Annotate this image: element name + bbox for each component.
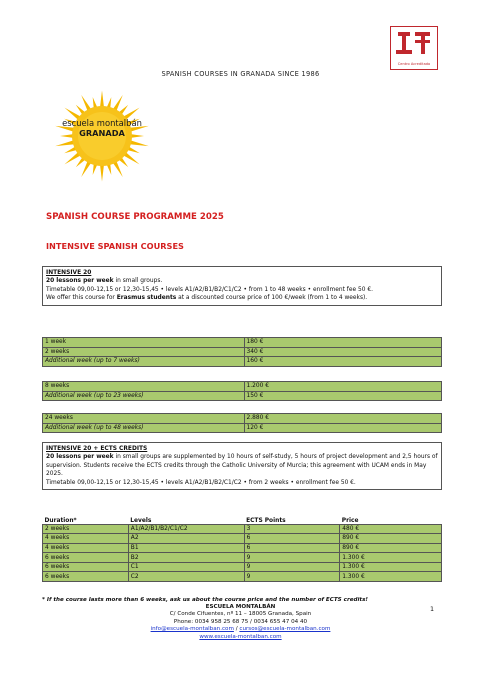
col-ects-points: ECTS Points (244, 514, 340, 524)
levels-cell: A1/A2/B1/B2/C1/C2 (128, 524, 244, 534)
ects-table (42, 514, 442, 582)
price-table-group1 (42, 337, 442, 367)
ects-points-cell: 3 (244, 524, 340, 534)
duration-cell: 2 weeks (43, 347, 245, 357)
duration-cell: 8 weeks (43, 382, 245, 392)
ects-row (43, 572, 442, 582)
price-row (43, 414, 442, 424)
levels-cell: B2 (128, 553, 244, 563)
cervantes-mark-icon (391, 27, 437, 61)
ects-footnote: * If the course lasts more than 6 weeks, ask us about the course price and the number of ECTS credits! (42, 597, 368, 603)
ects-lead: 20 lessons per week in small groups are supplemented by 10 hours of self-study, 5 hours of project development and 2,5 hours of supervision. Students receive the ECTS credits through the Catholic University of Murcia; this agreement with UCAM ends in May 2025. (46, 454, 438, 478)
price-cell: 2.880 € (244, 414, 442, 424)
ects-timetable: Timetable 09,00-12,15 or 12,30-15,45 • levels A1/A2/B1/B2/C1/C2 • from 2 weeks • enrollment fee 50 €. (46, 479, 356, 486)
price-cell: 480 € (340, 524, 442, 534)
footer-address: C/ Conde Cifuentes, nº 11 – 18005 Granada, Spain (169, 611, 312, 618)
ects-row (43, 562, 442, 572)
price-cell: 120 € (244, 423, 442, 433)
intensive20-title: INTENSIVE 20 (46, 270, 92, 276)
footer-school: ESCUELA MONTALBÁN (205, 604, 276, 610)
intensive20-timetable: Timetable 09,00-12,15 or 12,30-15,45 • levels A1/A2/B1/B2/C1/C2 • from 1 to 48 weeks • enrollment fee 50 €. (46, 286, 373, 293)
logo-line1: escuela montalbán (62, 118, 142, 128)
intensive20-erasmus: We offer this course for Erasmus students at a discounted course price of 100 €/week (from 1 to 4 weeks). (46, 295, 368, 302)
col-price: Price (340, 514, 442, 524)
price-cell: 1.200 € (244, 382, 442, 392)
price-row (43, 382, 442, 392)
levels-cell: C2 (128, 572, 244, 582)
duration-cell: 6 weeks (43, 553, 129, 563)
duration-cell: 4 weeks (43, 543, 129, 553)
footer-phone: Phone: 0034 958 25 68 75 / 0034 655 47 04 40 (173, 618, 308, 625)
ects-description (42, 442, 442, 490)
duration-cell: Additional week (up to 7 weeks) (43, 357, 245, 367)
duration-cell: 6 weeks (43, 572, 129, 582)
col-duration: Duration* (43, 514, 129, 524)
price-row (43, 423, 442, 433)
duration-cell: 6 weeks (43, 562, 129, 572)
cervantes-accreditation-logo (390, 26, 438, 70)
ects-row (43, 543, 442, 553)
price-row (43, 347, 442, 357)
email-cursos-link[interactable]: cursos@escuela-montalban.com (239, 626, 331, 633)
price-cell: 340 € (244, 347, 441, 357)
price-table-group3 (42, 413, 442, 433)
price-cell: 1.300 € (340, 572, 442, 582)
intensive20-description (42, 266, 442, 306)
price-cell: 890 € (340, 543, 442, 553)
duration-cell: 1 week (43, 338, 245, 348)
duration-cell: 2 weeks (43, 524, 129, 534)
ects-points-cell: 9 (244, 562, 340, 572)
ects-title: INTENSIVE 20 + ECTS CREDITS (46, 446, 148, 452)
section-title: INTENSIVE SPANISH COURSES (46, 241, 184, 251)
email-info-link[interactable]: info@escuela-montalban.com (150, 626, 234, 633)
price-cell: 1.300 € (340, 562, 442, 572)
intensive20-lead: 20 lessons per week in small groups. (46, 278, 163, 285)
levels-cell: B1 (128, 543, 244, 553)
ects-row (43, 524, 442, 534)
page-number: 1 (430, 605, 435, 613)
col-levels: Levels (128, 514, 244, 524)
price-row (43, 338, 442, 348)
ects-row (43, 553, 442, 563)
price-cell: 890 € (340, 534, 442, 544)
price-cell: 160 € (244, 357, 441, 367)
price-row (43, 357, 442, 367)
footer-emails: info@escuela-montalban.com / cursos@escuela-montalban.com (150, 626, 331, 633)
ects-points-cell: 9 (244, 553, 340, 563)
levels-cell: A2 (128, 534, 244, 544)
ects-row (43, 534, 442, 544)
ects-points-cell: 6 (244, 543, 340, 553)
price-table-group2 (42, 381, 442, 401)
programme-title: SPANISH COURSE PROGRAMME 2025 (46, 212, 224, 222)
website-link[interactable]: www.escuela-montalban.com (199, 633, 282, 640)
footer (0, 604, 481, 641)
duration-cell: 4 weeks (43, 534, 129, 544)
ects-points-cell: 9 (244, 572, 340, 582)
school-logo (46, 86, 158, 186)
price-row (43, 391, 442, 401)
logo-line2: GRANADA (79, 128, 125, 138)
price-cell: 150 € (244, 391, 442, 401)
price-cell: 1.300 € (340, 553, 442, 563)
duration-cell: Additional week (up to 23 weeks) (43, 391, 245, 401)
levels-cell: C1 (128, 562, 244, 572)
duration-cell: Additional week (up to 48 weeks) (43, 423, 245, 433)
price-cell: 180 € (244, 338, 441, 348)
tagline: SPANISH COURSES IN GRANADA SINCE 1986 (161, 70, 320, 78)
ects-points-cell: 6 (244, 534, 340, 544)
duration-cell: 24 weeks (43, 414, 245, 424)
accreditation-caption: Centro Acreditado (397, 62, 431, 67)
